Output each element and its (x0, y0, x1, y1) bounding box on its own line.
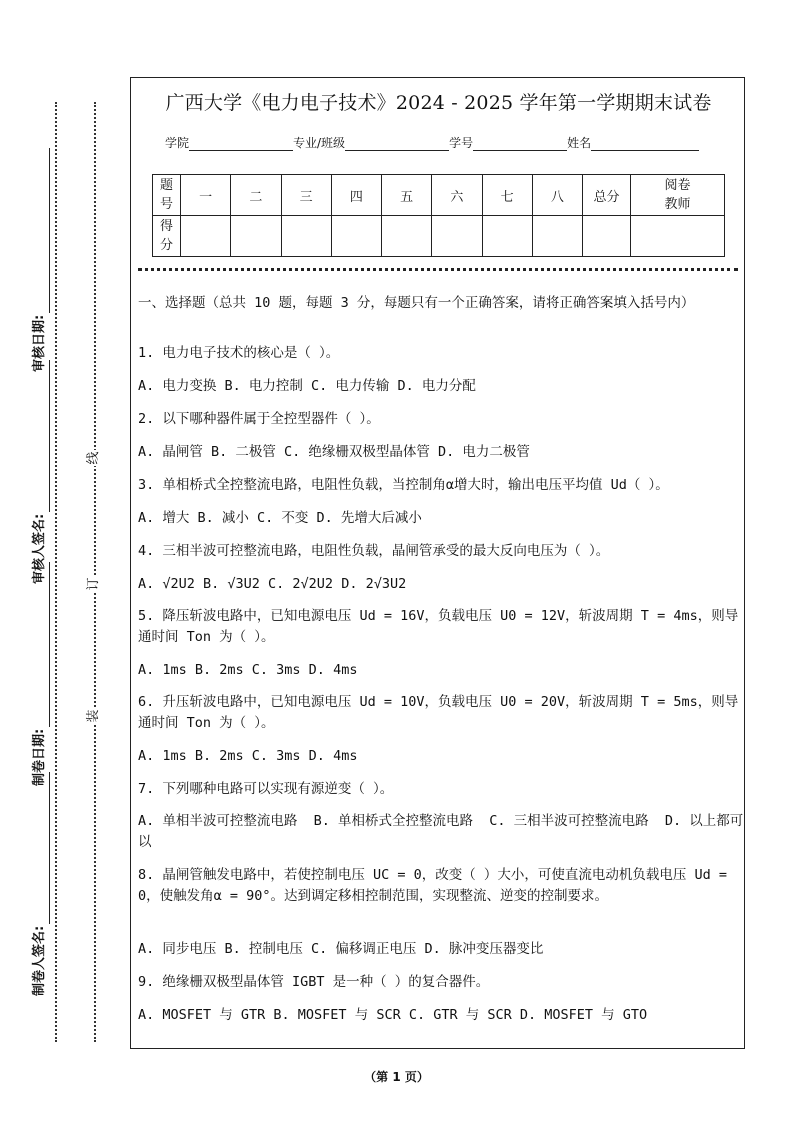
score-cell[interactable] (482, 216, 532, 257)
section-heading: 一、选择题（总共 10 题，每题 3 分，每题只有一个正确答案，请将正确答案填入括号内） (138, 295, 695, 311)
question-6-options: A. 1ms B. 2ms C. 3ms D. 4ms (138, 748, 358, 764)
question-2-options: A. 晶闸管 B. 二极管 C. 绝缘栅双极型晶体管 D. 电力二极管 (138, 444, 530, 460)
question-5: 5. 降压斩波电路中，已知电源电压 Ud = 16V，负载电压 U0 = 12V，斩波周期 T = 4ms，则导通时间 Ton 为（ ）。 (138, 608, 739, 645)
score-cell[interactable] (532, 216, 582, 257)
question-8-options: A. 同步电压 B. 控制电压 C. 偏移调正电压 D. 脉冲变压器变比 (138, 941, 544, 957)
maker-signature-field[interactable] (30, 772, 50, 996)
maker-signature-blank[interactable] (35, 772, 50, 924)
student-id-blank[interactable] (473, 137, 567, 151)
maker-signature-label: 制卷人签名: (32, 925, 47, 996)
exam-title: 广西大学《电力电子技术》2024 - 2025 学年第一学期期末试卷 (165, 92, 712, 114)
binding-dotted-line-outer (55, 102, 57, 1042)
score-cell[interactable] (331, 216, 381, 257)
score-col-6: 六 (432, 175, 482, 216)
question-4-options: A. √2U2 B. √3U2 C. 2√2U2 D. 2√3U2 (138, 576, 407, 592)
college-label: 学院 (165, 136, 190, 150)
name-blank[interactable] (591, 137, 699, 151)
question-1: 1. 电力电子技术的核心是（ ）。 (138, 345, 340, 361)
question-8: 8. 晶闸管触发电路中，若使控制电压 UC = 0，改变（ ）大小，可使直流电动机负载电压 Ud = 0，使触发角α = 90°。达到调定移相控制范围，实现整流、逆变的控制要求。 (138, 867, 736, 904)
maker-date-label: 制卷日期: (32, 728, 47, 786)
maker-date-field[interactable] (30, 562, 50, 786)
score-col-7: 七 (482, 175, 532, 216)
student-id-label: 学号 (449, 136, 474, 150)
reviewer-date-label: 审核日期: (32, 314, 47, 372)
major-class-blank[interactable] (345, 137, 449, 151)
college-blank[interactable] (189, 137, 293, 151)
page-number: （第 1 页） (364, 1070, 429, 1084)
score-col-grader: 阅卷 教师 (631, 175, 725, 216)
question-1-options: A. 电力变换 B. 电力控制 C. 电力传输 D. 电力分配 (138, 378, 476, 394)
score-col-total: 总分 (583, 175, 631, 216)
score-row-label: 得 分 (153, 216, 181, 257)
reviewer-signature-field[interactable] (30, 360, 50, 584)
dotted-separator (138, 268, 738, 271)
score-cell[interactable] (181, 216, 231, 257)
question-7-options: A. 单相半波可控整流电路 B. 单相桥式全控整流电路 C. 三相半波可控整流电路 D. 以上都可以 (138, 813, 744, 850)
name-label: 姓名 (567, 136, 592, 150)
score-col-3: 三 (281, 175, 331, 216)
score-col-1: 一 (181, 175, 231, 216)
score-cell-grader[interactable] (631, 216, 725, 257)
question-7: 7. 下列哪种电路可以实现有源逆变（ ）。 (138, 781, 394, 797)
score-cell[interactable] (382, 216, 432, 257)
reviewer-date-blank[interactable] (35, 148, 50, 313)
question-2: 2. 以下哪种器件属于全控型器件（ ）。 (138, 411, 380, 427)
question-number-header: 题 号 (153, 175, 181, 216)
question-5-options: A. 1ms B. 2ms C. 3ms D. 4ms (138, 662, 358, 678)
question-3-options: A. 增大 B. 减小 C. 不变 D. 先增大后减小 (138, 510, 422, 526)
cut-line-char-ding: 订 (86, 577, 101, 591)
score-col-2: 二 (231, 175, 281, 216)
reviewer-signature-blank[interactable] (35, 360, 50, 512)
exam-frame (130, 77, 745, 1049)
score-table (152, 174, 725, 257)
score-col-8: 八 (532, 175, 582, 216)
question-9-options: A. MOSFET 与 GTR B. MOSFET 与 SCR C. GTR 与 SCR D. MOSFET 与 GTO (138, 1007, 648, 1023)
score-cell[interactable] (432, 216, 482, 257)
reviewer-date-field[interactable] (30, 148, 50, 372)
binding-dotted-line-inner (94, 102, 96, 1042)
major-class-label: 专业/班级 (293, 136, 346, 150)
score-col-5: 五 (382, 175, 432, 216)
question-9: 9. 绝缘栅双极型晶体管 IGBT 是一种（ ）的复合器件。 (138, 974, 490, 990)
question-4: 4. 三相半波可控整流电路，电阻性负载，晶闸管承受的最大反向电压为（ ）。 (138, 543, 610, 559)
score-table-header-row (153, 175, 725, 216)
maker-date-blank[interactable] (35, 562, 50, 727)
score-cell-total[interactable] (583, 216, 631, 257)
score-col-4: 四 (331, 175, 381, 216)
question-6: 6. 升压斩波电路中，已知电源电压 Ud = 10V，负载电压 U0 = 20V，斩波周期 T = 5ms，则导通时间 Ton 为（ ）。 (138, 694, 739, 731)
student-info-row (165, 134, 725, 151)
cut-line-char-xian: 线 (86, 451, 101, 465)
cut-line-char-zhuang: 装 (86, 709, 101, 723)
reviewer-signature-label: 审核人签名: (32, 513, 47, 584)
score-cell[interactable] (231, 216, 281, 257)
question-3: 3. 单相桥式全控整流电路，电阻性负载，当控制角α增大时，输出电压平均值 Ud（ ）。 (138, 477, 669, 493)
score-cell[interactable] (281, 216, 331, 257)
score-table-score-row (153, 216, 725, 257)
